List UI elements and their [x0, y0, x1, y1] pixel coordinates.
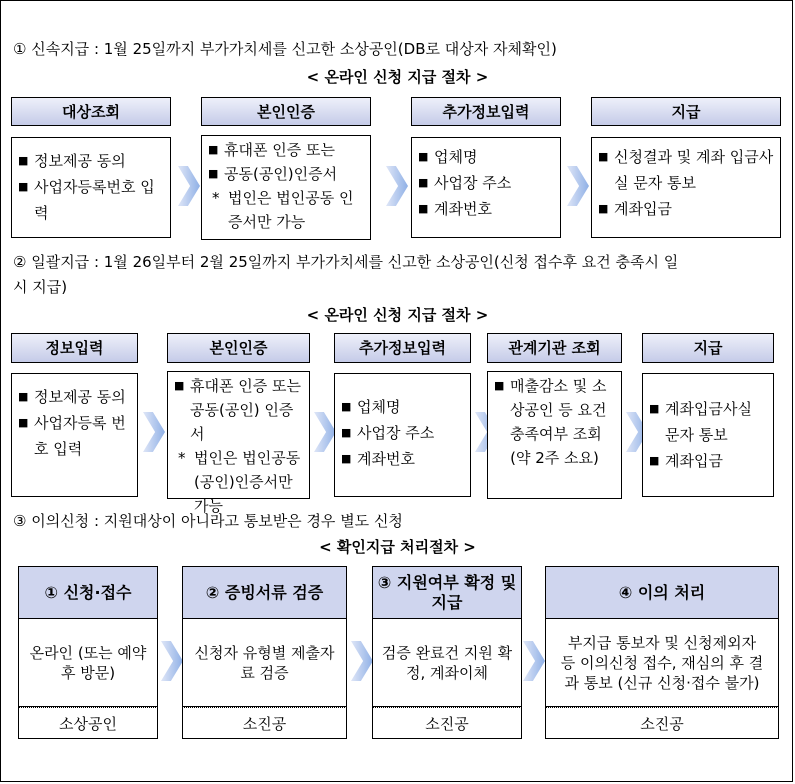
list-item: ■ 휴대폰 인증 또는	[208, 138, 364, 162]
arrow-right-icon	[161, 641, 183, 681]
sec1-description: ① 신속지급 : 1월 25일까지 부가가치세를 신고한 소상공인(DB로 대상자 자체확인)	[13, 40, 557, 58]
list-item-continued: ■ 공동(공인)인증서	[208, 162, 364, 186]
sec3-step2-title: ② 증빙서류 검증	[182, 566, 347, 619]
sec2-step5-title: 지급	[642, 333, 774, 363]
sec3-step2-body: 신청자 유형별 제출자료 검증	[182, 619, 347, 707]
sec3-step3-actor: 소진공	[372, 707, 522, 739]
note-item: * 법인은 법인공동 인증서만 가능	[208, 186, 364, 234]
sec2-step3-title: 추가정보입력	[334, 333, 471, 363]
list-item: ■ 계좌입금사실 문자 통보	[649, 396, 767, 448]
arrow-right-icon	[314, 412, 336, 452]
sec3-step1-title: ① 신청·접수	[18, 566, 158, 619]
sec1-step4-box	[591, 137, 781, 238]
sec3-heading: < 확인지급 처리절차 >	[319, 538, 476, 556]
list-item: ■ 신청결과 및 계좌 입금사실 문자 통보	[598, 144, 774, 196]
sec3-step2-actor: 소진공	[182, 707, 347, 739]
list-item: ■ 계좌번호	[341, 446, 464, 472]
list-item: ■ 정보제공 동의	[18, 148, 164, 174]
sec3-step3-body: 검증 완료건 지원 확정, 계좌이체	[372, 619, 522, 707]
arrow-right-icon	[178, 166, 200, 206]
note-item: * 법인은 법인공동(공인)인증서만 가능	[174, 446, 303, 518]
sec2-step2-title: 본인인증	[167, 333, 310, 363]
list-item: ■ 사업자등록번호 입력	[18, 174, 164, 226]
sec1-step3-title: 추가정보입력	[411, 97, 561, 126]
sec1-step1-title: 대상조회	[11, 97, 171, 126]
list-item: ■ 계좌입금	[649, 448, 767, 474]
arrow-right-icon	[351, 641, 373, 681]
sec2-description-line1: ② 일괄지급 : 1월 26일부터 2월 25일까지 부가가치세를 신고한 소상공인(신청 접수후 요건 충족시 일	[13, 253, 679, 271]
sec3-step1-actor: 소상공인	[18, 707, 158, 739]
sec2-step4-title: 관계기관 조회	[487, 333, 622, 363]
sec2-step1-box	[11, 373, 138, 497]
sec3-step4-title: ④ 이의 처리	[545, 566, 779, 619]
sec3-step4-body: 부지급 통보자 및 신청제외자 등 이의신청 접수, 재심의 후 결과 통보 (신규 신청·접수 불가)	[545, 619, 779, 707]
list-item: ■ 매출감소 및 소상공인 등 요건 충족여부 조회	[494, 374, 615, 446]
sec3-description: ③ 이의신청 : 지원대상이 아니라고 통보받은 경우 별도 신청	[13, 512, 403, 530]
sec1-step2-box	[201, 135, 371, 240]
sec2-step5-box	[642, 373, 774, 497]
sec2-step1-title: 정보입력	[11, 333, 138, 363]
sec2-heading: < 온라인 신청 지급 절차 >	[306, 306, 489, 324]
sec1-step2-title: 본인인증	[201, 97, 371, 126]
arrow-right-icon	[386, 166, 408, 206]
sec1-heading: < 온라인 신청 지급 절차 >	[306, 68, 489, 86]
list-item: ■ 사업장 주소	[341, 420, 464, 446]
list-item: ■ 사업장 주소	[418, 170, 554, 196]
sec2-description-line2: 시 지급)	[13, 278, 68, 296]
list-item: ■ 휴대폰 인증 또는 공동(공인) 인증서	[174, 374, 303, 446]
sec2-step2-box	[167, 371, 310, 515]
list-item: ■ 계좌입금	[598, 196, 774, 222]
arrow-right-icon	[567, 166, 589, 206]
list-item: ■ 업체명	[418, 144, 554, 170]
sec2-step3-box	[334, 373, 471, 497]
sec2-step4-box	[487, 371, 622, 499]
list-item: ■ 계좌번호	[418, 196, 554, 222]
sec3-step3-title: ③ 지원여부 확정 및 지급	[372, 566, 522, 619]
arrow-right-icon	[523, 641, 545, 681]
list-item: ■ 사업자등록 번호 입력	[18, 410, 131, 462]
arrow-right-icon	[143, 412, 165, 452]
list-item: ■ 정보제공 동의	[18, 384, 131, 410]
sec3-step1-body: 온라인 (또는 예약후 방문)	[18, 619, 158, 707]
sec1-step1-box	[11, 137, 171, 238]
sec1-step4-title: 지급	[591, 97, 781, 126]
list-item: ■ 업체명	[341, 394, 464, 420]
sec1-step3-box	[411, 137, 561, 238]
sec3-step4-actor: 소진공	[545, 707, 779, 739]
duration-note: (약 2주 소요)	[510, 449, 599, 467]
